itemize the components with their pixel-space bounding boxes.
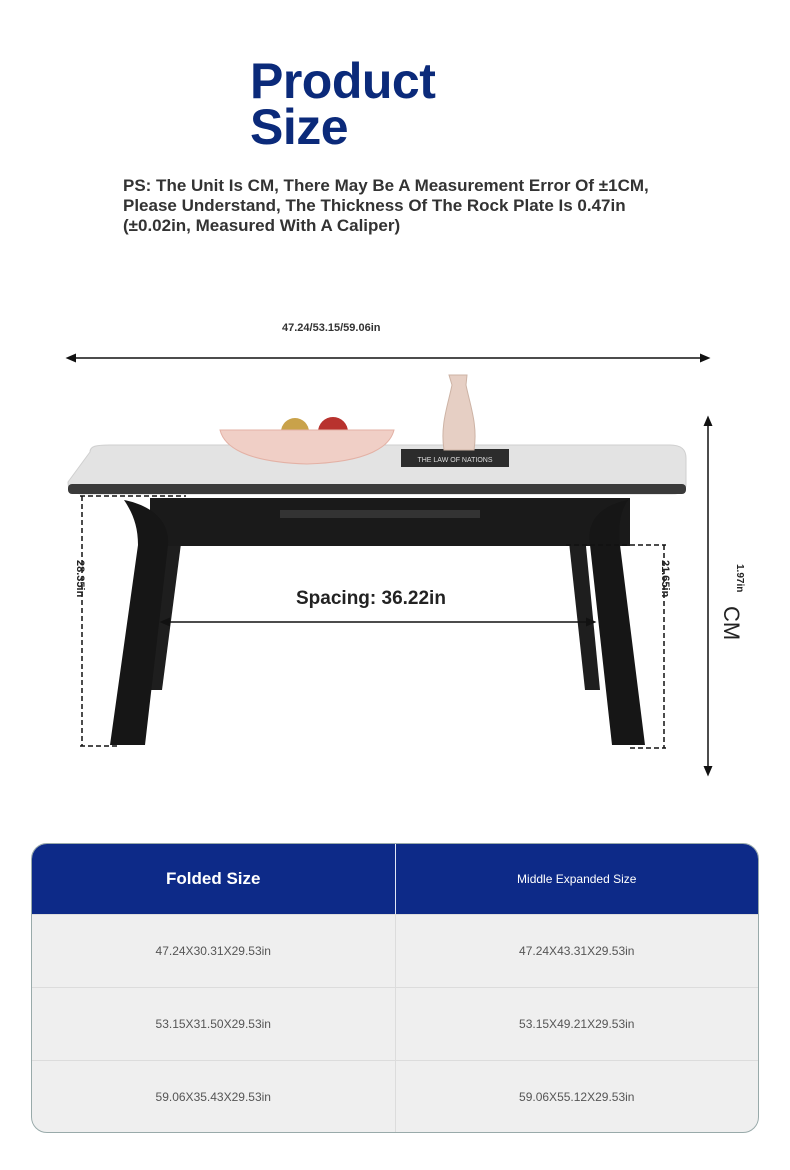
table-leg-front-right — [589, 500, 645, 745]
expanded-size-cell: 47.24X43.31X29.53in — [519, 944, 635, 958]
title-line-product: Product — [250, 53, 436, 109]
title-line-size: Size — [250, 99, 349, 155]
header-expanded-size: Middle Expanded Size — [517, 872, 637, 886]
folded-size-cell: 59.06X35.43X29.53in — [32, 1061, 396, 1133]
thickness-label: 1.97in — [734, 564, 745, 593]
size-table — [31, 843, 759, 1133]
width-dimension-label: 47.24/53.15/59.06in — [282, 322, 381, 334]
table-row — [32, 914, 758, 987]
header-folded-size: Folded Size — [32, 844, 396, 914]
table-drawer-slot — [280, 510, 480, 518]
expanded-size-cell: 53.15X49.21X29.53in — [519, 1017, 635, 1031]
expanded-size-cell: 59.06X55.12X29.53in — [519, 1090, 635, 1104]
vase — [443, 375, 475, 450]
size-table-body — [32, 914, 758, 1133]
left-height-label: 28.35in — [74, 560, 86, 598]
inner-height-label: 21.65in — [659, 560, 671, 598]
book-title: THE LAW OF NATIONS — [417, 457, 493, 464]
folded-size-cell: 47.24X30.31X29.53in — [32, 915, 396, 987]
size-table-header — [32, 844, 758, 914]
measurement-note: PS: The Unit Is CM, There May Be A Measurement Error Of ±1CM, Please Understand, The Thickness Of The Rock Plate Is 0.47in (±0.02in, Measured With A Caliper) — [123, 176, 649, 235]
spacing-label: Spacing: 36.22in — [296, 588, 446, 609]
table-apron — [150, 498, 630, 546]
table-row — [32, 987, 758, 1060]
table-row — [32, 1060, 758, 1133]
table-top-edge — [68, 484, 686, 494]
cm-mark: CM — [719, 606, 744, 641]
folded-size-cell: 53.15X31.50X29.53in — [32, 988, 396, 1060]
